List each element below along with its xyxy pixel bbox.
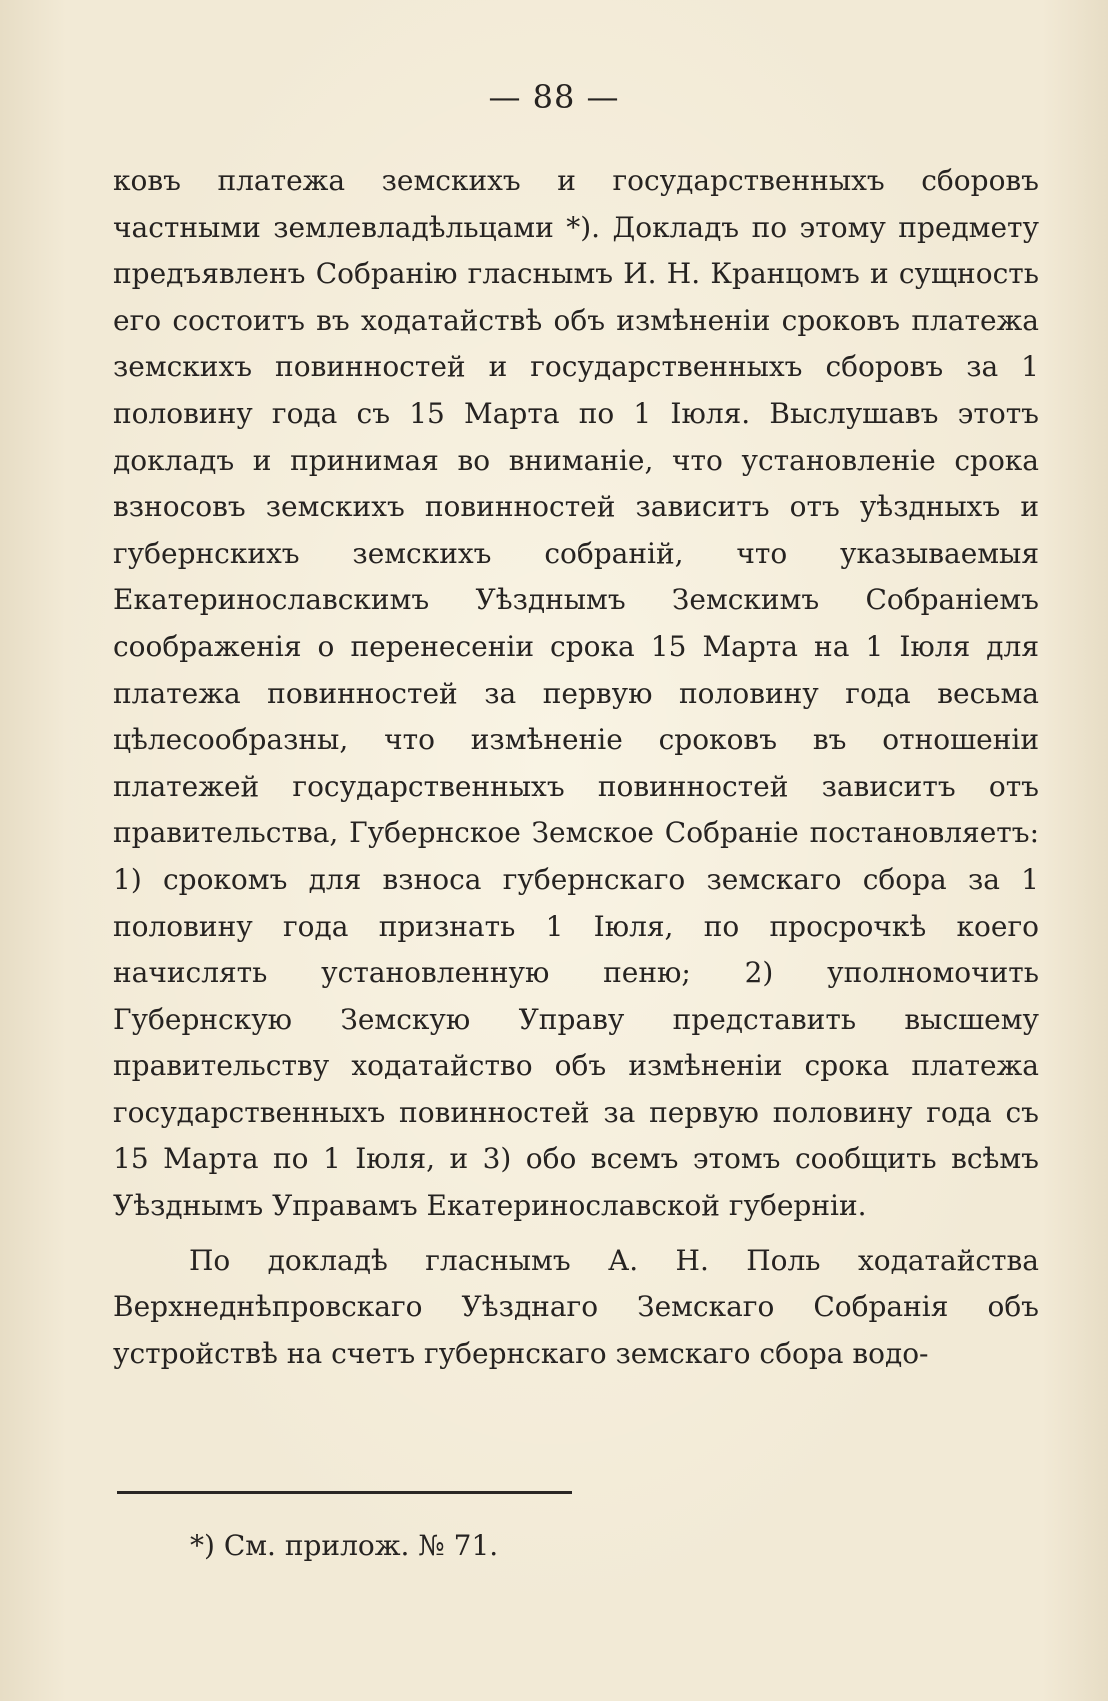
footnote: *) См. прилож. № 71. — [190, 1529, 499, 1562]
paragraph-2: По докладѣ гласнымъ А. Н. Поль ходатайства Верхнеднѣпровскаго Уѣзднаго Земскаго Собранія объ устройствѣ на счетъ губернскаго земскаго сбора водо- — [113, 1243, 1039, 1370]
paragraph-1: ковъ платежа земскихъ и государственныхъ сборовъ частными землевладѣльцами *). Докладъ по этому предмету предъявленъ Собранію гласнымъ И. Н. Кранцомъ и сущность его состоитъ въ ходатайствѣ объ измѣненіи сроковъ платежа земскихъ повинностей и государственныхъ сборовъ за 1 половину года съ 15 Марта по 1 Іюля. Выслушавъ этотъ докладъ и принимая во вниманіе, что установленіе срока взносовъ земскихъ повинностей зависитъ отъ уѣздныхъ и губернскихъ земскихъ собраній, что указываемыя Екатеринославскимъ Уѣзднымъ Земскимъ Собраніемъ соображенія о перенесеніи срока 15 Марта на 1 Іюля для платежа повинностей за первую половину года весьма цѣлесообразны, что измѣненіе сроковъ въ отношеніи платежей государственныхъ повинностей зависитъ отъ правительства, Губернское Земское Собраніе постановляетъ: 1) срокомъ для взноса губернскаго земскаго сбора за 1 половину года признать 1 Іюля, по просрочкѣ коего начислять установленную пеню; 2) уполномочить Губернскую Земскую Управу представить высшему правительству ходатайство объ измѣненіи срока платежа государственныхъ повинностей за первую половину года съ 15 Марта по 1 Іюля, и 3) обо всемъ этомъ сообщить всѣмъ Уѣзднымъ Управамъ Екатеринославской губерніи. — [113, 164, 1039, 1223]
body-text — [113, 158, 1039, 1377]
page-number: — 88 — — [488, 78, 620, 116]
footnote-divider — [117, 1491, 572, 1494]
